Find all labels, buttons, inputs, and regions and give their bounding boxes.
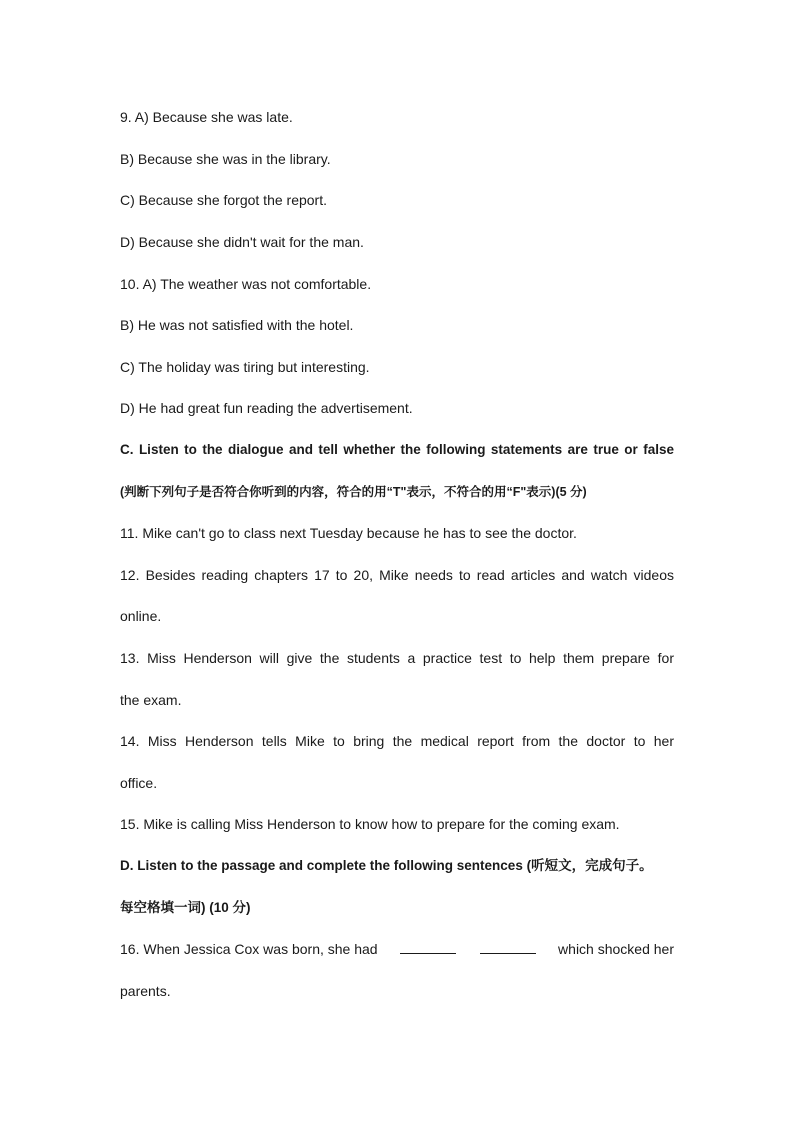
section-d-heading: D. Listen to the passage and complete the following sentences (听短文，完成句子。 — [120, 858, 653, 873]
option-10b: B) He was not satisfied with the hotel. — [120, 317, 354, 333]
option-9c: C) Because she forgot the report. — [120, 192, 327, 208]
statement-15: 15. Mike is calling Miss Henderson to know how to prepare for the coming exam. — [120, 816, 620, 832]
statement-14-line1: 14. Miss Henderson tells Mike to bring the medical report from the doctor to her — [120, 733, 674, 749]
statement-13-line2: the exam. — [120, 692, 182, 708]
question-16-line2: parents. — [120, 983, 171, 999]
option-10c: C) The holiday was tiring but interesting. — [120, 359, 370, 375]
option-9b: B) Because she was in the library. — [120, 151, 331, 167]
statement-12-line1: 12. Besides reading chapters 17 to 20, Mike needs to read articles and watch videos — [120, 567, 674, 583]
section-d-instruction: 每空格填一词) (10 分) — [120, 900, 251, 915]
option-10d: D) He had great fun reading the advertisement. — [120, 400, 413, 416]
option-9d: D) Because she didn't wait for the man. — [120, 234, 364, 250]
answer-blank-1[interactable] — [400, 941, 456, 954]
option-10a: 10. A) The weather was not comfortable. — [120, 276, 372, 292]
question-16-text-after: which shocked her — [558, 941, 674, 957]
section-c-instruction: (判断下列句子是否符合你听到的内容，符合的用“T"表示，不符合的用“F"表示)(5 分) — [120, 485, 587, 499]
statement-12-line2: online. — [120, 608, 162, 624]
answer-blank-2[interactable] — [480, 941, 536, 954]
question-16-text-before: 16. When Jessica Cox was born, she had — [120, 941, 378, 957]
statement-13-line1: 13. Miss Henderson will give the students a practice test to help them prepare for — [120, 650, 674, 666]
statement-11: 11. Mike can't go to class next Tuesday because he has to see the doctor. — [120, 525, 577, 541]
option-9a: 9. A) Because she was late. — [120, 109, 293, 125]
question-16-line1 — [120, 940, 674, 958]
section-c-heading: C. Listen to the dialogue and tell whether the following statements are true or false — [120, 442, 674, 457]
statement-14-line2: office. — [120, 775, 158, 791]
